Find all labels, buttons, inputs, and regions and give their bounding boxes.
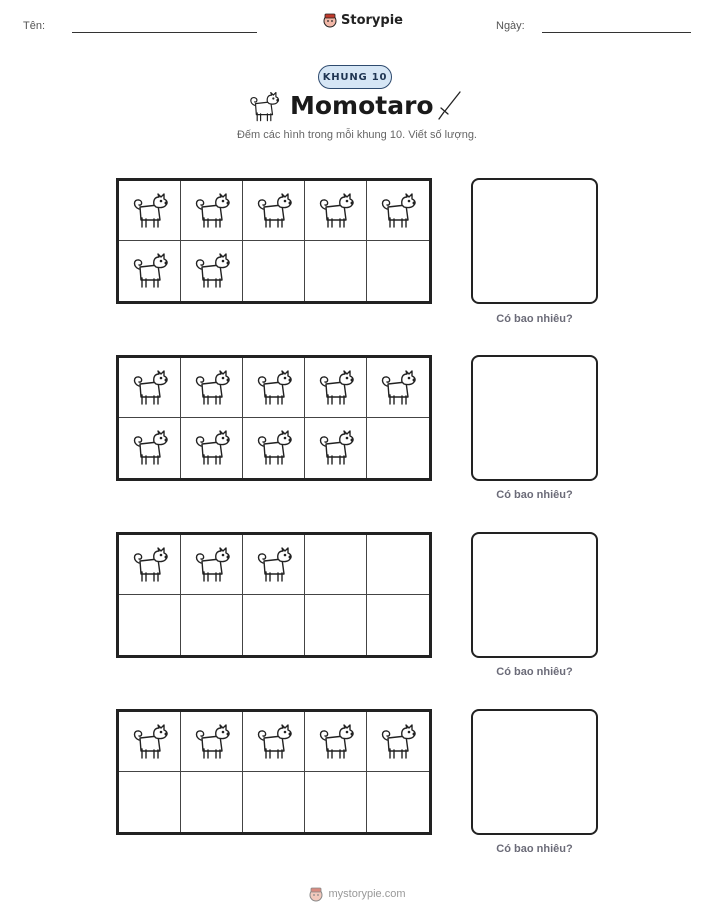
ten-frame-cell <box>119 712 181 772</box>
ten-frame-cell <box>305 535 367 595</box>
ten-frame-cell <box>243 595 305 655</box>
brand-logo <box>322 12 403 28</box>
akita-dog-icon <box>130 251 170 291</box>
ten-frame-3 <box>116 532 432 658</box>
akita-dog-icon <box>130 428 170 468</box>
ten-frame-cell <box>367 418 429 478</box>
ten-frame-cell <box>243 358 305 418</box>
ten-frame-cell <box>119 535 181 595</box>
akita-dog-icon <box>192 191 232 231</box>
ten-frame-cell <box>181 772 243 832</box>
ten-frame-cell <box>119 358 181 418</box>
ten-frame-cell <box>243 181 305 241</box>
ten-frame-cell <box>305 358 367 418</box>
akita-dog-icon <box>254 368 294 408</box>
sword-icon <box>436 90 464 122</box>
ten-frame-cell <box>119 772 181 832</box>
question-label-2: Có bao nhiêu? <box>496 489 573 501</box>
ten-frame-cell <box>367 535 429 595</box>
akita-dog-icon <box>316 191 356 231</box>
akita-dog-icon <box>254 191 294 231</box>
footer <box>0 886 714 902</box>
akita-dog-icon <box>378 368 418 408</box>
ten-frame-cell <box>119 418 181 478</box>
ten-frame-4 <box>116 709 432 835</box>
page-title: Momotaro <box>290 91 434 120</box>
answer-box-4[interactable] <box>471 709 598 835</box>
ten-frame-cell <box>367 712 429 772</box>
akita-dog-icon <box>254 722 294 762</box>
ten-frame-cell <box>181 181 243 241</box>
storypie-mascot-icon <box>322 12 338 28</box>
akita-dog-icon <box>316 368 356 408</box>
akita-dog-icon <box>130 722 170 762</box>
ten-frame-cell <box>181 712 243 772</box>
akita-dog-icon <box>192 722 232 762</box>
akita-dog-icon <box>130 545 170 585</box>
ten-frame-cell <box>181 358 243 418</box>
akita-dog-icon <box>378 191 418 231</box>
answer-box-2[interactable] <box>471 355 598 481</box>
akita-dog-icon <box>130 191 170 231</box>
ten-frame-cell <box>367 241 429 301</box>
ten-frame-cell <box>243 772 305 832</box>
ten-frame-cell <box>367 595 429 655</box>
ten-frame-cell <box>181 241 243 301</box>
akita-dog-icon <box>130 368 170 408</box>
ten-frame-cell <box>305 595 367 655</box>
ten-frame-cell <box>305 418 367 478</box>
ten-frame-cell <box>243 535 305 595</box>
ten-frame-cell <box>181 595 243 655</box>
question-label-1: Có bao nhiêu? <box>496 313 573 325</box>
akita-dog-icon <box>254 428 294 468</box>
akita-dog-icon <box>192 251 232 291</box>
ten-frame-cell <box>243 241 305 301</box>
answer-box-3[interactable] <box>471 532 598 658</box>
question-label-3: Có bao nhiêu? <box>496 666 573 678</box>
ten-frame-cell <box>243 418 305 478</box>
ten-frame-cell <box>367 181 429 241</box>
question-label-4: Có bao nhiêu? <box>496 843 573 855</box>
akita-dog-icon <box>192 428 232 468</box>
ten-frame-cell <box>119 241 181 301</box>
akita-dog-icon <box>378 722 418 762</box>
ten-frame-cell <box>367 358 429 418</box>
ten-frame-cell <box>119 595 181 655</box>
akita-dog-icon <box>247 90 281 124</box>
ten-frame-cell <box>305 772 367 832</box>
ten-frame-cell <box>119 181 181 241</box>
ten-frame-cell <box>305 712 367 772</box>
ten-frame-2 <box>116 355 432 481</box>
ten-frame-cell <box>367 772 429 832</box>
akita-dog-icon <box>192 368 232 408</box>
ten-frame-cell <box>181 418 243 478</box>
footer-url: mystorypie.com <box>328 888 406 900</box>
akita-dog-icon <box>192 545 232 585</box>
answer-box-1[interactable] <box>471 178 598 304</box>
instructions: Đếm các hình trong mỗi khung 10. Viết số lượng. <box>236 129 477 141</box>
date-label: Ngày: <box>496 20 525 32</box>
ten-frame-cell <box>305 181 367 241</box>
ten-frame-1 <box>116 178 432 304</box>
name-label: Tên: <box>23 20 46 32</box>
akita-dog-icon <box>254 545 294 585</box>
ten-frame-cell <box>305 241 367 301</box>
ten-frame-cell <box>243 712 305 772</box>
ten-frame-badge: KHUNG 10 <box>318 65 392 89</box>
date-line[interactable] <box>542 32 691 33</box>
akita-dog-icon <box>316 428 356 468</box>
storypie-mascot-icon <box>308 886 324 902</box>
name-line[interactable] <box>72 32 257 33</box>
brand-name: Storypie <box>341 12 403 28</box>
akita-dog-icon <box>316 722 356 762</box>
ten-frame-cell <box>181 535 243 595</box>
